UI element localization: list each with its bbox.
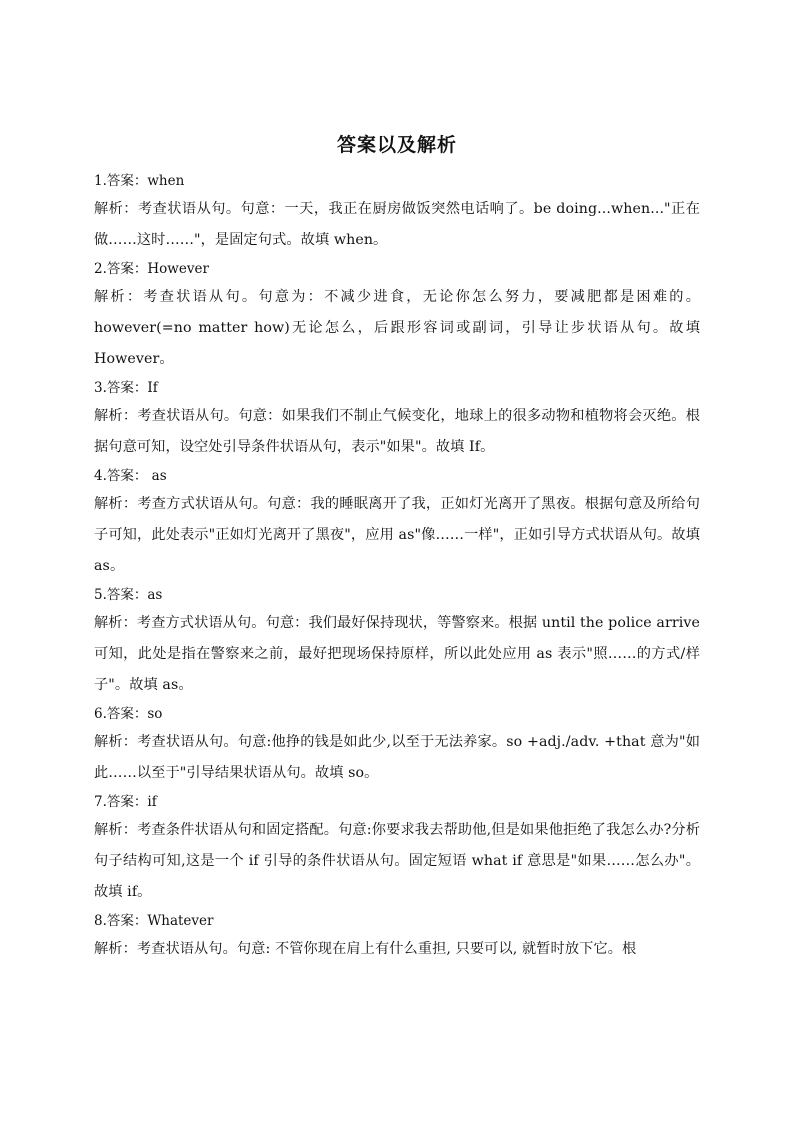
answer-line: 6.答案：so	[94, 706, 163, 722]
explanation-text: 解析：考查状语从句。句意:他挣的钱是如此少,以至于无法养家。so +adj./adv. +that 意为"如此……以至于"引导结果状语从句。故填 so。	[94, 734, 700, 781]
answer-item-1	[94, 168, 700, 256]
answer-line: 8.答案：Whatever	[94, 913, 214, 929]
answer-list	[94, 168, 700, 965]
answer-line: 2.答案：However	[94, 261, 209, 277]
answer-item-8	[94, 908, 700, 965]
answer-line: 7.答案：if	[94, 794, 157, 810]
explanation-text: 解析：考查状语从句。句意：如果我们不制止气候变化，地球上的很多动物和植物将会灭绝。根据句意可知，设空处引导条件状语从句，表示"如果"。故填 If。	[94, 408, 700, 455]
answer-line: 1.答案：when	[94, 173, 185, 189]
explanation-text: 解析：考查状语从句。句意: 不管你现在肩上有什么重担, 只要可以, 就暂时放下它。根	[94, 941, 637, 957]
answer-item-4	[94, 463, 700, 582]
answer-item-5	[94, 582, 700, 701]
explanation-text: 解析：考查状语从句。句意为：不减少进食，无论你怎么努力，要减肥都是困难的。however(=no matter how)无论怎么，后跟形容词或副词，引导让步状语从句。故填 However。	[94, 289, 700, 367]
explanation-text: 解析：考查条件状语从句和固定搭配。句意:你要求我去帮助他,但是如果他拒绝了我怎么办?分析句子结构可知,这是一个 if 引导的条件状语从句。固定短语 what if 意思是"如果……怎么办"。故填 if。	[94, 822, 700, 900]
answer-line: 4.答案： as	[94, 468, 167, 484]
page-title: 答案以及解析	[336, 134, 457, 156]
answer-line: 5.答案：as	[94, 587, 163, 603]
answer-item-6	[94, 701, 700, 789]
answer-item-2	[94, 256, 700, 375]
explanation-text: 解析：考查方式状语从句。句意：我的睡眠离开了我，正如灯光离开了黑夜。根据句意及所给句子可知，此处表示"正如灯光离开了黑夜"，应用 as"像……一样"，正如引导方式状语从句。故填 as。	[94, 496, 700, 574]
answer-line: 3.答案：If	[94, 380, 158, 396]
explanation-text: 解析：考查状语从句。句意：一天，我正在厨房做饭突然电话响了。be doing...when..."正在做……这时……"，是固定句式。故填 when。	[94, 201, 700, 248]
answer-item-3	[94, 375, 700, 463]
answer-item-7	[94, 789, 700, 908]
explanation-text: 解析：考查方式状语从句。句意：我们最好保持现状，等警察来。根据 until the police arrive 可知，此处是指在警察来之前，最好把现场保持原样，所以此处应用 as 表示"照……的方式/样子"。故填 as。	[94, 615, 700, 693]
